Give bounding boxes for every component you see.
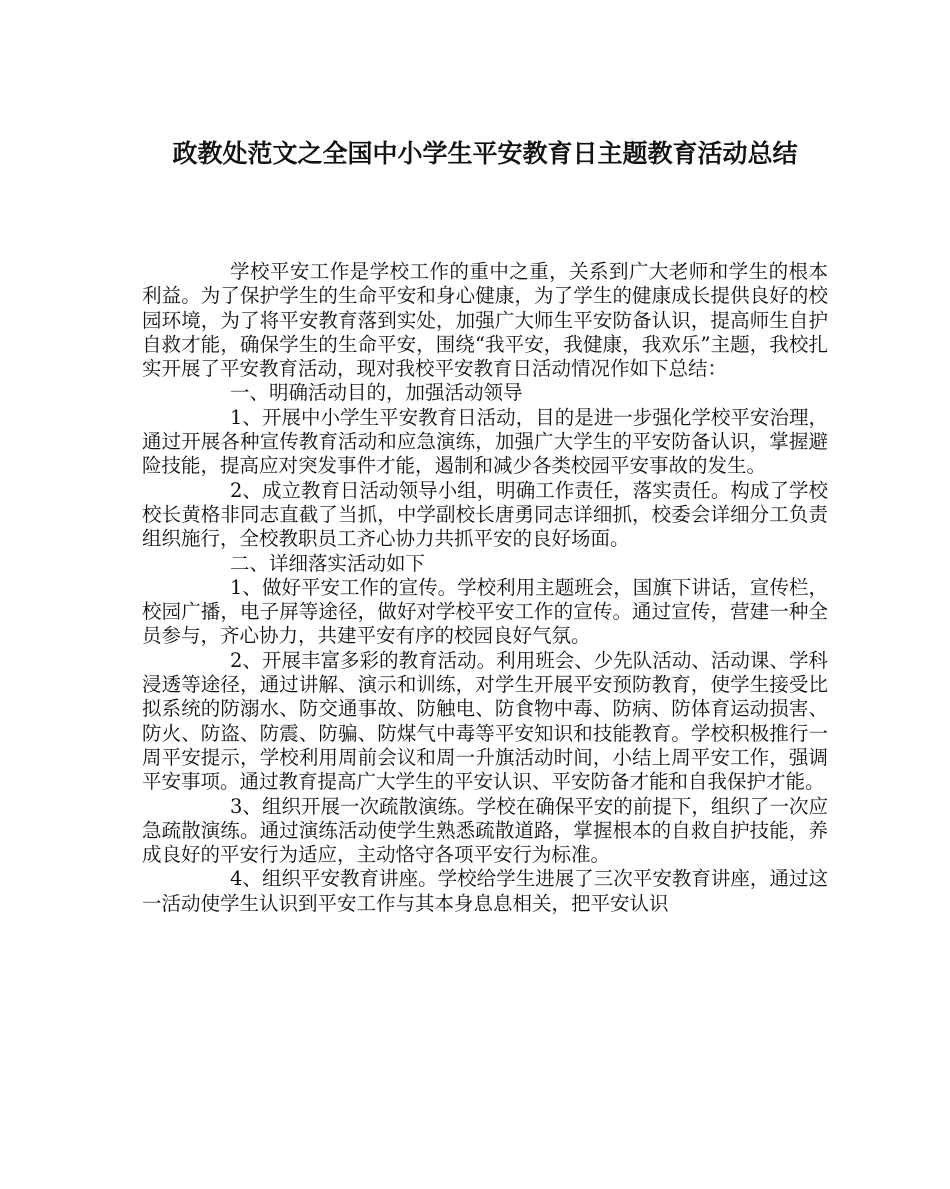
paragraph: 2、成立教育日活动领导小组，明确工作责任，落实责任。构成了学校校长黄格非同志直截了当抓，中学副校长唐勇同志详细抓，校委会详细分工负责组织施行，全校教职员工齐心协力共抓平安的良好场面。 (142, 478, 828, 551)
paragraph: 1、开展中小学生平安教育日活动，目的是进一步强化学校平安治理，通过开展各种宣传教育活动和应急演练，加强广大学生的平安防备认识，掌握避险技能，提高应对突发事件才能，遏制和减少各类校园平安事故的发生。 (142, 405, 828, 478)
section-heading-2: 二、详细落实活动如下 (230, 551, 426, 575)
intro-paragraph: 学校平安工作是学校工作的重中之重，关系到广大老师和学生的根本利益。为了保护学生的生命平安和身心健康，为了学生的健康成长提供良好的校园环境，为了将平安教育落到实处，加强广大师生平安防备认识，提高师生自护自救才能，确保学生的生命平安，围绕“我平安，我健康，我欢乐”主题，我校扎实开展了平安教育活动，现对我校平安教育日活动情况作如下总结： (142, 260, 828, 381)
paragraph: 1、做好平安工作的宣传。学校利用主题班会，国旗下讲话，宣传栏，校园广播，电子屏等途径，做好对学校平安工作的宣传。通过宣传，营建一种全员参与，齐心协力，共建平安有序的校园良好气氛。 (142, 575, 828, 648)
paragraph: 2、开展丰富多彩的教育活动。利用班会、少先队活动、活动课、学科浸透等途径，通过讲解、演示和训练，对学生开展平安预防教育，使学生接受比拟系统的防溺水、防交通事故、防触电、防食物中毒、防病、防体育运动损害、防火、防盗、防震、防骗、防煤气中毒等平安知识和技能教育。学校积极推行一周平安提示，学校利用周前会议和周一升旗活动时间，小结上周平安工作，强调平安事项。通过教育提高广大学生的平安认识、平安防备才能和自我保护才能。 (142, 648, 828, 794)
document-title: 政教处范文之全国中小学生平安教育日主题教育活动总结 (172, 139, 798, 168)
section-heading-1: 一、明确活动目的，加强活动领导 (230, 381, 523, 405)
document-body (142, 260, 828, 916)
paragraph: 3、组织开展一次疏散演练。学校在确保平安的前提下，组织了一次应急疏散演练。通过演练活动使学生熟悉疏散道路，掌握根本的自救自护技能，养成良好的平安行为适应，主动恪守各项平安行为标准。 (142, 794, 828, 867)
paragraph: 4、组织平安教育讲座。学校给学生进展了三次平安教育讲座，通过这一活动使学生认识到平安工作与其本身息息相关，把平安认识 (142, 867, 828, 915)
